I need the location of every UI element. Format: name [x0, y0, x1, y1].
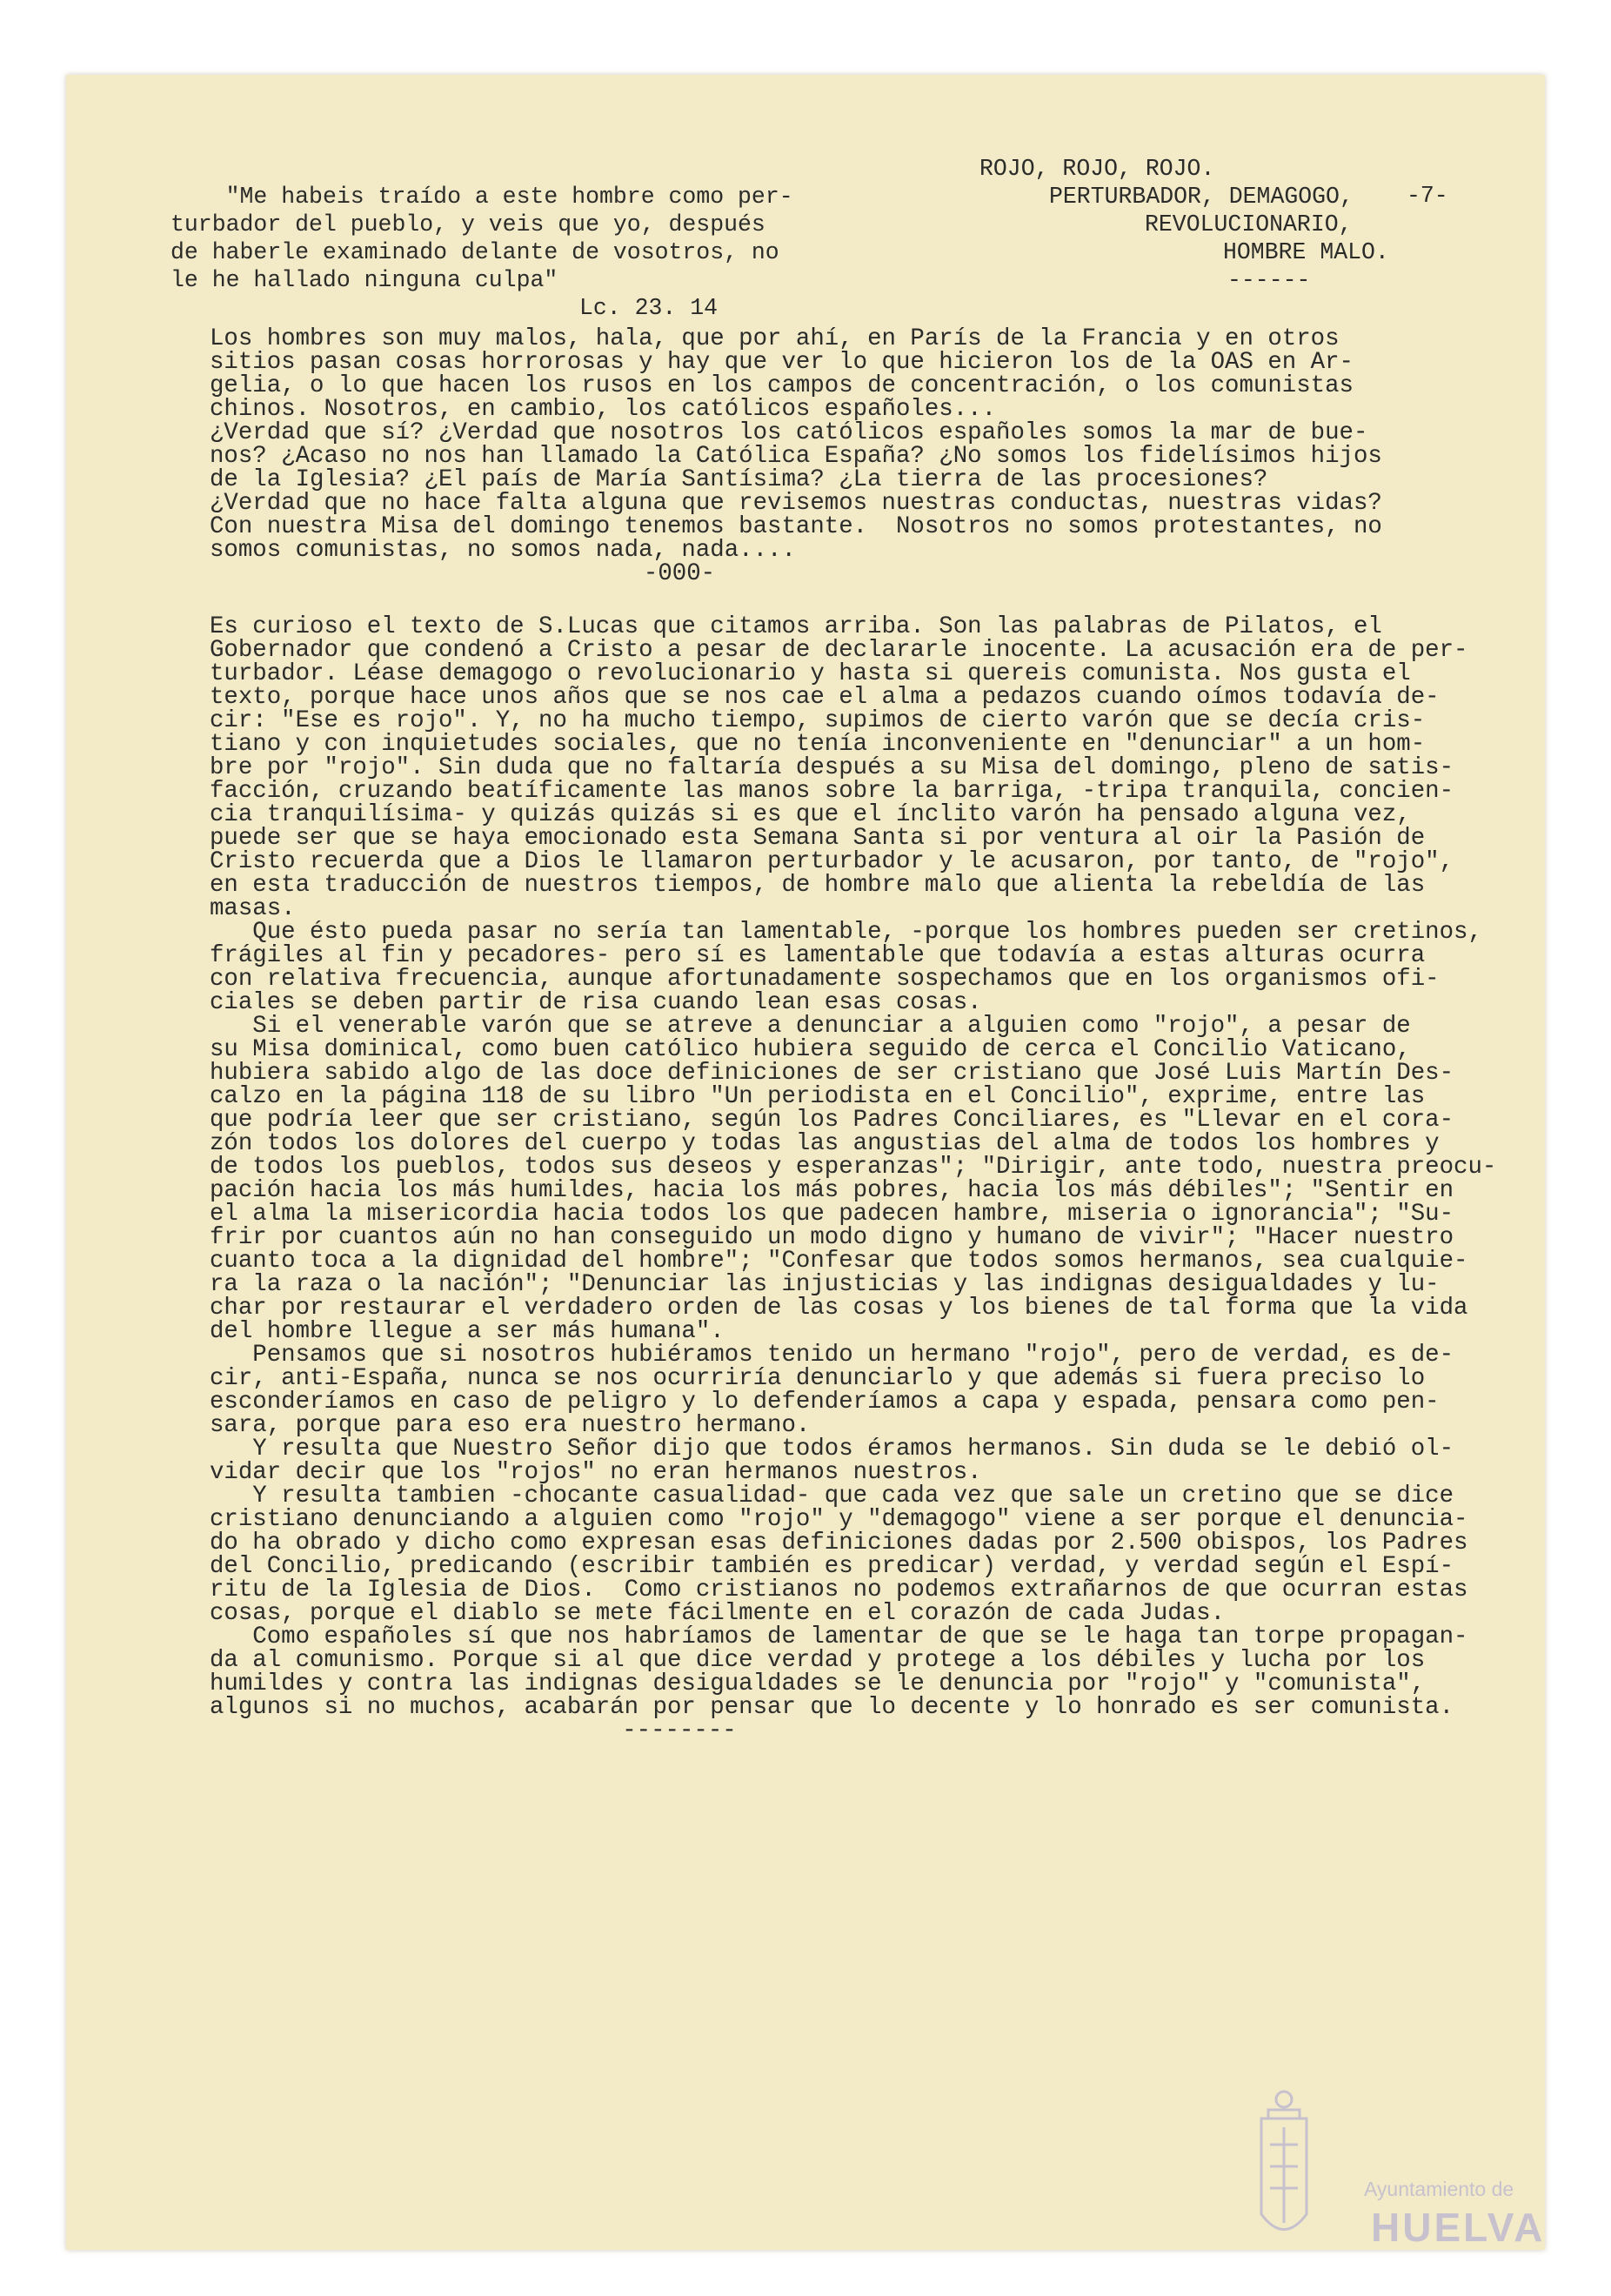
document-heading: [892, 155, 1501, 294]
text-line: Con nuestra Misa del domingo tenemos bastante. Nosotros no somos protestantes, no: [210, 513, 1382, 540]
text-line: sara, porque para eso era nuestro hermano.: [210, 1412, 811, 1439]
text-line: que podría leer que ser cristiano, según los Padres Conciliares, es "Llevar en el cora-: [210, 1107, 1454, 1134]
text-line: Que ésto pueda pasar no sería tan lamentable, -porque los hombres pueden ser cretinos,: [210, 919, 1482, 946]
text-line: humildes y contra las indignas desigualdades se le denuncia por "rojo" y "comunista",: [210, 1670, 1426, 1697]
text-line: char por restaurar el verdadero orden de las cosas y los bienes de tal forma que la vida: [210, 1295, 1468, 1322]
text-line: Los hombres son muy malos, hala, que por ahí, en París de la Francia y en otros: [210, 325, 1340, 352]
text-line: do ha obrado y dicho como expresan esas definiciones dadas por 2.500 obispos, los Padres: [210, 1530, 1468, 1556]
text-line: pación hacia los más humildes, hacia los más pobres, hacia los más débiles"; "Sentir en: [210, 1177, 1454, 1204]
text-line: cuanto toca a la dignidad del hombre"; "Confesar que todos somos hermanos, sea cualquie-: [210, 1248, 1468, 1275]
text-line: vidar decir que los "rojos" no eran hermanos nuestros.: [210, 1459, 982, 1486]
text-line: del hombre llegue a ser más humana".: [210, 1318, 725, 1345]
text-line: esconderíamos en caso de peligro y lo defenderíamos a capa y espada, pensara como pen-: [210, 1389, 1440, 1416]
heading-line-4: HOMBRE MALO.: [1223, 239, 1389, 265]
text-line: turbador. Léase demagogo o revolucionario y hasta si quereis comunista. Nos gusta el: [210, 660, 1411, 687]
page-number: -7-: [1407, 183, 1448, 209]
text-line: puede ser que se haya emocionado esta Semana Santa si por ventura al oir la Pasión de: [210, 825, 1426, 852]
text-line: ciales se deben partir de risa cuando lean esas cosas.: [210, 989, 982, 1016]
text-line: ritu de la Iglesia de Dios. Como cristianos no podemos extrañarnos de que ocurran estas: [210, 1576, 1468, 1603]
text-line: Como españoles sí que nos habríamos de lamentar de que se le haga tan torpe propagan-: [210, 1623, 1468, 1650]
ayuntamiento-huelva-watermark: [1253, 2084, 1546, 2258]
quote-reference: Lc. 23. 14: [579, 295, 719, 321]
text-line: Gobernador que condenó a Cristo a pesar de declararle inocente. La acusación era de per-: [210, 637, 1468, 664]
text-line: ¿Verdad que no hace falta alguna que revisemos nuestras conductas, nuestras vidas?: [210, 490, 1382, 517]
quote-line: le he hallado ninguna culpa": [170, 267, 558, 293]
text-line: frágiles al fin y pecadores- pero sí es lamentable que todavía a estas alturas ocurra: [210, 942, 1426, 969]
watermark-line-2: HUELVA: [1371, 2205, 1546, 2250]
heading-line-1: ROJO, ROJO, ROJO.: [979, 156, 1215, 182]
text-line: Es curioso el texto de S.Lucas que citamos arriba. Son las palabras de Pilatos, el: [210, 613, 1382, 640]
intro-section: [210, 327, 1497, 562]
text-line: Si el venerable varón que se atreve a denunciar a alguien como "rojo", a pesar de: [210, 1013, 1411, 1040]
text-line: Y resulta tambien -chocante casualidad- que cada vez que sale un cretino que se dice: [210, 1483, 1454, 1509]
text-line: hubiera sabido algo de las doce definiciones de ser cristiano que José Luis Martín Des-: [210, 1060, 1454, 1087]
text-line: ra la raza o la nación"; "Denunciar las injusticias y las indignas desigualdades y lu-: [210, 1271, 1440, 1298]
text-line: Y resulta que Nuestro Señor dijo que todos éramos hermanos. Sin duda se le debió ol-: [210, 1436, 1454, 1463]
text-line: de todos los pueblos, todos sus deseos y esperanzas"; "Dirigir, ante todo, nuestra preocu-: [210, 1154, 1497, 1181]
text-line: da al comunismo. Porque si al que dice verdad y protege a los débiles y lucha por los: [210, 1647, 1426, 1674]
quote-line: "Me habeis traído a este hombre como per-: [225, 184, 793, 210]
text-line: tiano y con inquietudes sociales, que no tenía inconveniente en "denunciar" a un hom-: [210, 731, 1426, 758]
text-line: con relativa frecuencia, aunque afortunadamente sospechamos que en los organismos ofi-: [210, 966, 1440, 993]
text-line: cristiano denunciando a alguien como "rojo" y "demagogo" viene a ser porque el denuncia-: [210, 1506, 1468, 1533]
text-line: texto, porque hace unos años que se nos cae el alma a pedazos cuando oímos todavía de-: [210, 684, 1440, 711]
quote-line: turbador del pueblo, y veis que yo, después: [170, 211, 765, 238]
text-line: algunos si no muchos, acabarán por pensar que lo decente y lo honrado es ser comunista.: [210, 1694, 1454, 1721]
heading-line-2: PERTURBADOR, DEMAGOGO,: [1049, 184, 1354, 210]
main-section: [210, 615, 1497, 1719]
text-line: chinos. Nosotros, en cambio, los católicos españoles...: [210, 396, 997, 423]
watermark-line-1: Ayuntamiento de: [1364, 2178, 1514, 2200]
text-line: Pensamos que si nosotros hubiéramos tenido un hermano "rojo", pero de verdad, es de-: [210, 1342, 1454, 1369]
section-separator: -000-: [643, 560, 716, 587]
text-line: sitios pasan cosas horrorosas y hay que ver lo que hicieron los de la OAS en Ar-: [210, 349, 1354, 376]
text-line: nos? ¿Acaso no nos han llamado la Católica España? ¿No somos los fidelísimos hijos: [210, 443, 1382, 470]
text-line: en esta traducción de nuestros tiempos, de hombre malo que alienta la rebeldía de las: [210, 872, 1426, 899]
text-line: de la Iglesia? ¿El país de María Santísima? ¿La tierra de las procesiones?: [210, 466, 1268, 493]
text-line: del Concilio, predicando (escribir también es predicar) verdad, y verdad según el Espí-: [210, 1553, 1454, 1580]
text-line: facción, cruzando beatíficamente las manos sobre la barriga, -tripa tranquila, concien-: [210, 778, 1454, 805]
heading-line-3: REVOLUCIONARIO,: [1145, 211, 1353, 238]
text-line: cir, anti-España, nunca se nos ocurriría denunciarlo y que además si fuera preciso lo: [210, 1365, 1426, 1392]
city-crest-icon: [1253, 2084, 1315, 2249]
text-line: el alma la misericordia hacia todos los que padecen hambre, miseria o ignorancia"; "Su-: [210, 1201, 1454, 1228]
heading-rule: ------: [1227, 267, 1311, 293]
document-body: [210, 327, 1497, 1743]
text-line: ¿Verdad que sí? ¿Verdad que nosotros los católicos españoles somos la mar de bue-: [210, 419, 1368, 446]
text-line: masas.: [210, 895, 296, 922]
text-line: gelia, o lo que hacen los rusos en los campos de concentración, o los comunistas: [210, 372, 1354, 399]
text-line: cosas, porque el diablo se mete fácilmente en el corazón de cada Judas.: [210, 1600, 1226, 1627]
text-line: somos comunistas, no somos nada, nada....: [210, 537, 796, 564]
end-rule: --------: [622, 1717, 737, 1744]
document-page: [66, 75, 1545, 2250]
text-line: calzo en la página 118 de su libro "Un periodista en el Concilio", exprime, entre las: [210, 1083, 1426, 1110]
text-line: frir por cuantos aún no han conseguido un modo digno y humano de vivir"; "Hacer nuestro: [210, 1224, 1454, 1251]
text-line: Cristo recuerda que a Dios le llamaron perturbador y le acusaron, por tanto, de "rojo",: [210, 848, 1454, 875]
quote-line: de haberle examinado delante de vosotros, no: [170, 239, 779, 265]
text-line: su Misa dominical, como buen católico hubiera seguido de cerca el Concilio Vaticano,: [210, 1036, 1411, 1063]
text-line: zón todos los dolores del cuerpo y todas las angustias del alma de todos los hombres y: [210, 1130, 1440, 1157]
spacer: [210, 586, 1497, 615]
text-line: cia tranquilísima- y quizás quizás si es que el ínclito varón ha pensado alguna vez,: [210, 801, 1411, 828]
text-line: cir: "Ese es rojo". Y, no ha mucho tiempo, supimos de cierto varón que se decía cris-: [210, 707, 1426, 734]
text-line: bre por "rojo". Sin duda que no faltaría después a su Misa del domingo, pleno de satis-: [210, 754, 1454, 781]
